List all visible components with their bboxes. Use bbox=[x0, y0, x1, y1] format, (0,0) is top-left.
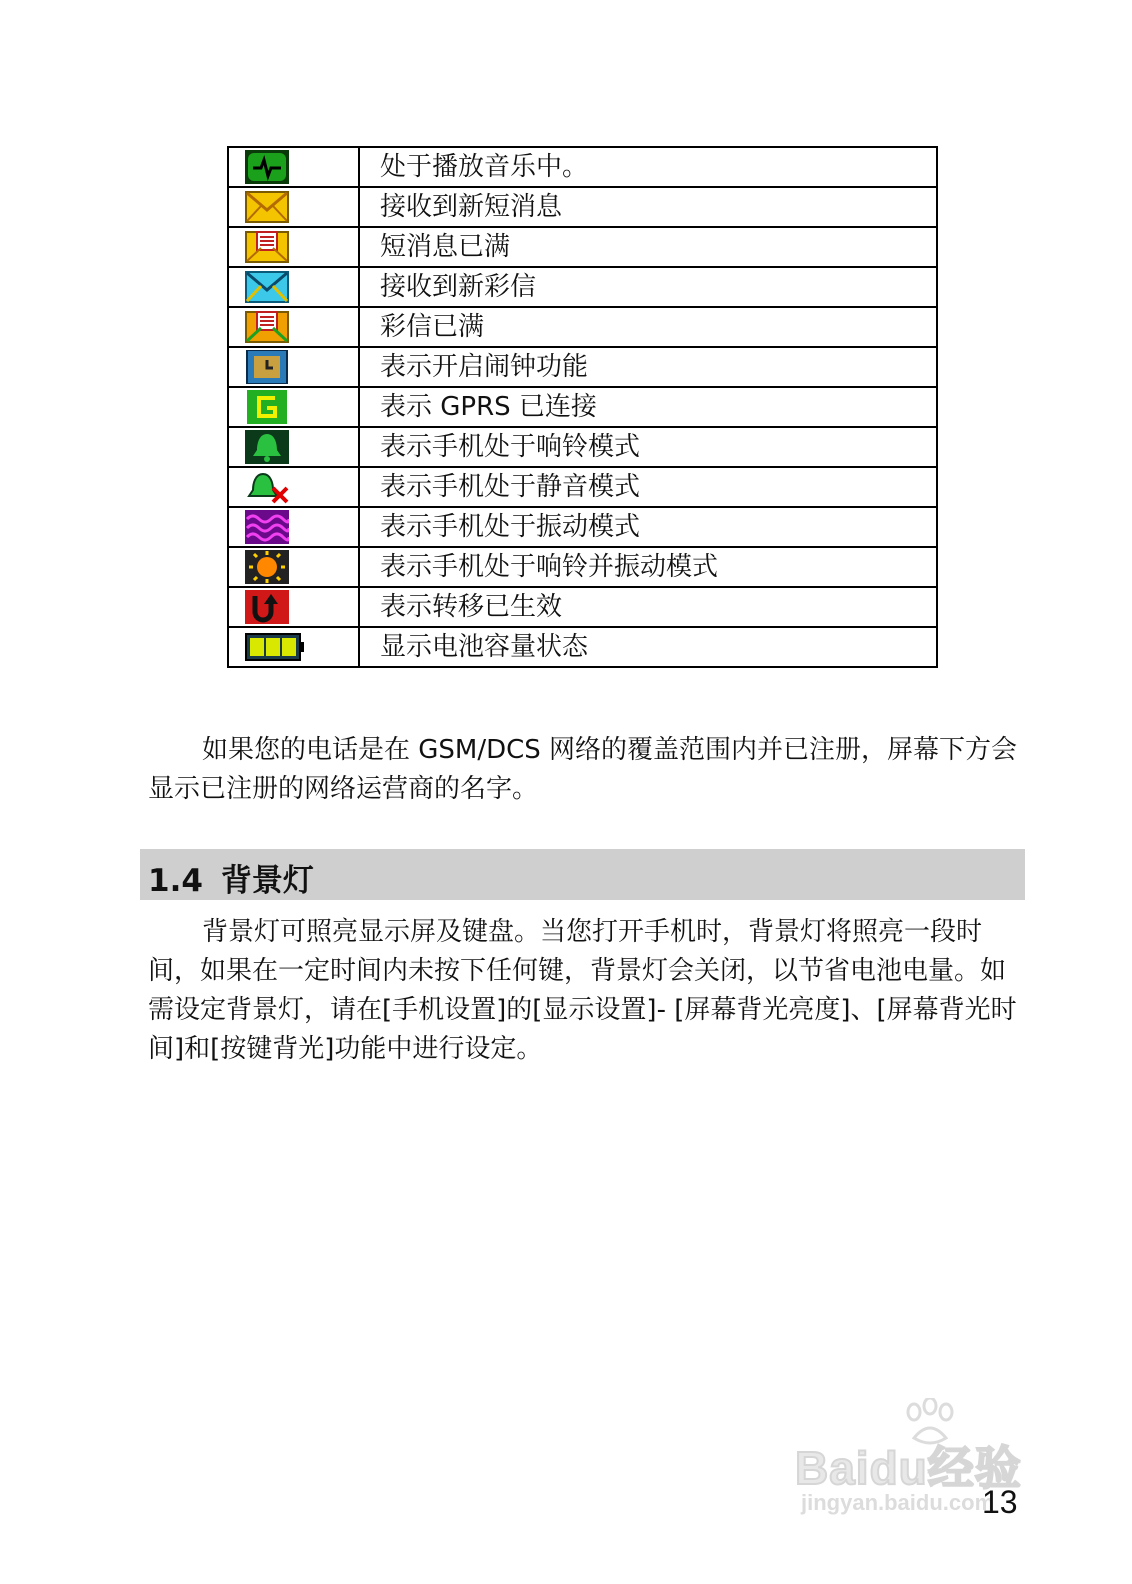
table-row bbox=[228, 507, 937, 547]
table-row bbox=[228, 147, 937, 187]
sms-full-icon bbox=[245, 230, 289, 264]
mms-full-icon bbox=[245, 310, 289, 344]
table-row bbox=[228, 387, 937, 427]
row-description: 处于播放音乐中。 bbox=[359, 147, 937, 187]
row-description: 表示手机处于振动模式 bbox=[359, 507, 937, 547]
row-description: 显示电池容量状态 bbox=[359, 627, 937, 667]
row-description: 表示手机处于静音模式 bbox=[359, 467, 937, 507]
gprs-icon bbox=[245, 390, 289, 424]
row-description: 彩信已满 bbox=[359, 307, 937, 347]
watermark-url: jingyan.baidu.com bbox=[801, 1490, 995, 1515]
call-divert-icon bbox=[245, 590, 289, 624]
watermark-brand: Baidu经验 bbox=[795, 1442, 1022, 1494]
silent-mode-icon bbox=[245, 470, 289, 504]
ring-mode-icon bbox=[245, 430, 289, 464]
row-description: 表示开启闹钟功能 bbox=[359, 347, 937, 387]
status-icon-table bbox=[227, 146, 938, 668]
section-title bbox=[148, 855, 332, 900]
table-row bbox=[228, 227, 937, 267]
network-paragraph: 如果您的电话是在 GSM/DCS 网络的覆盖范围内并已注册，屏幕下方会显示已注册的网络运营商的名字。 bbox=[148, 735, 1018, 804]
table-row bbox=[228, 347, 937, 387]
section-heading-bar bbox=[140, 849, 1025, 900]
battery-icon bbox=[245, 630, 305, 664]
new-mms-icon bbox=[245, 270, 289, 304]
table-row bbox=[228, 427, 937, 467]
row-description: 表示 GPRS 已连接 bbox=[359, 387, 937, 427]
table-row bbox=[228, 587, 937, 627]
new-sms-icon bbox=[245, 190, 289, 224]
row-description: 表示手机处于响铃模式 bbox=[359, 427, 937, 467]
section-title-text: 背景灯 bbox=[220, 863, 314, 899]
music-playing-icon bbox=[245, 150, 289, 184]
table-row bbox=[228, 547, 937, 587]
table-row bbox=[228, 307, 937, 347]
alarm-clock-icon bbox=[245, 350, 289, 384]
section-number: 1.4 bbox=[148, 863, 203, 899]
table-row bbox=[228, 267, 937, 307]
table-row bbox=[228, 467, 937, 507]
table-row bbox=[228, 187, 937, 227]
row-description: 表示手机处于响铃并振动模式 bbox=[359, 547, 937, 587]
row-description: 短消息已满 bbox=[359, 227, 937, 267]
ring-vibrate-icon bbox=[245, 550, 289, 584]
row-description: 表示转移已生效 bbox=[359, 587, 937, 627]
backlight-paragraph: 背景灯可照亮显示屏及键盘。当您打开手机时，背景灯将照亮一段时间，如果在一定时间内未按下任何键，背景灯会关闭，以节省电池电量。如需设定背景灯，请在[手机设置]的[显示设置]- [屏幕背光亮度]、[屏幕背光时间]和[按键背光]功能中进行设定。 bbox=[148, 917, 1017, 1064]
table-row bbox=[228, 627, 937, 667]
row-description: 接收到新彩信 bbox=[359, 267, 937, 307]
row-description: 接收到新短消息 bbox=[359, 187, 937, 227]
page-number: 13 bbox=[982, 1484, 1018, 1520]
vibrate-mode-icon bbox=[245, 510, 289, 544]
